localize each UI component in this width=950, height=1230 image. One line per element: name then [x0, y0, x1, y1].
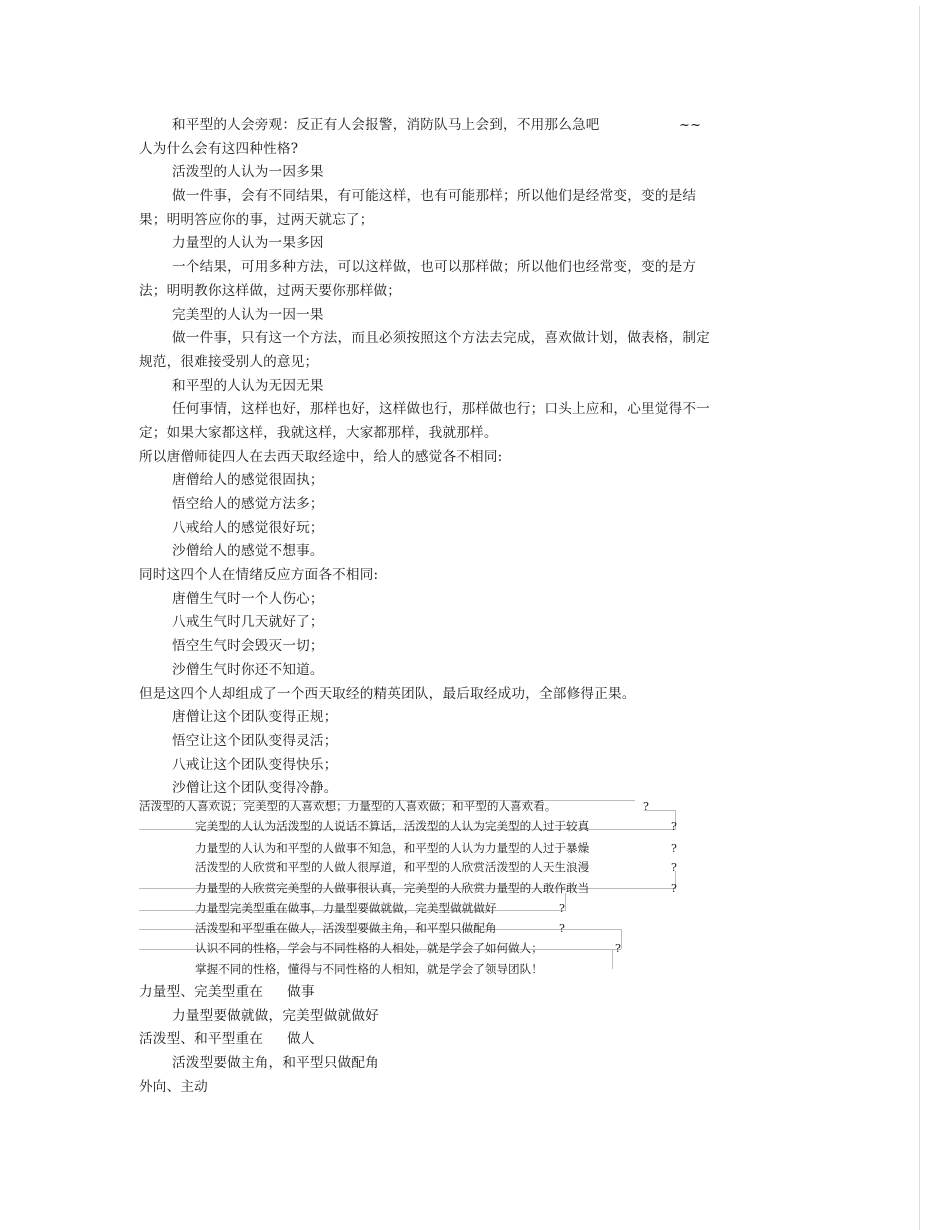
text-line-content: 沙僧给人的感觉不想事。: [172, 543, 324, 560]
text-line-emphasis: 做人: [287, 1031, 315, 1048]
text-line-content: 力量型、完美型重在: [139, 983, 264, 1000]
question-mark: ?: [559, 901, 565, 915]
text-line-content: 但是这四个人却组成了一个西天取经的精英团队，最后取经成功，全部修得正果。: [139, 685, 636, 702]
page-edge-divider: [919, 6, 920, 1230]
text-line-content: 沙僧让这个团队变得冷静。: [172, 780, 338, 797]
text-line: [139, 161, 749, 185]
text-line-content: 唐僧让这个团队变得正规；: [172, 709, 338, 726]
question-mark: ?: [671, 819, 677, 833]
text-line: [139, 981, 749, 1005]
text-line: [139, 327, 749, 351]
text-line-content: 八戒生气时几天就好了；: [172, 614, 324, 631]
text-line-content: 八戒让这个团队变得快乐；: [172, 756, 338, 773]
comparison-line: 完美型的人认为活泼型的人说话不算话，活泼型的人认为完美型的人过于较真: [195, 818, 590, 833]
text-line: [139, 469, 749, 493]
text-line: [139, 232, 749, 256]
comparison-block: [139, 798, 749, 981]
text-line: [139, 611, 749, 635]
question-mark: ?: [671, 860, 677, 874]
document-body: [139, 114, 749, 1099]
rule-line: [612, 949, 613, 969]
text-line: [139, 280, 749, 304]
text-line-content: 和平型的人认为无因无果: [172, 377, 324, 394]
question-mark: ?: [643, 799, 649, 813]
comparison-line: 活泼型和平型重在做人，活泼型要做主角，和平型只做配角: [195, 920, 497, 935]
text-line: [139, 540, 749, 564]
text-line-emphasis: 做事: [287, 983, 315, 1000]
text-line: [139, 517, 749, 541]
text-line-content: 力量型的人认为一果多因: [172, 235, 324, 252]
text-line: [139, 588, 749, 612]
comparison-line: 认识不同的性格，学会与不同性格的人相处，就是学会了如何做人；: [195, 940, 543, 955]
tilde-mark: ~~: [679, 118, 702, 133]
text-line-content: 任何事情，这样也好，那样也好，这样做也行，那样做也行；口头上应和，心里觉得不一: [172, 401, 710, 418]
comparison-line: 力量型完美型重在做事，力量型要做就做，完美型做就做好: [195, 900, 497, 915]
text-line-content: 力量型要做就做，完美型做就做好: [172, 1007, 379, 1024]
text-line: [139, 493, 749, 517]
text-line-content: 活泼型的人认为一因多果: [172, 164, 324, 181]
text-line-content: 悟空生气时会毁灭一切；: [172, 638, 324, 655]
text-line: [139, 1005, 749, 1029]
text-line-content: 唐僧生气时一个人伤心；: [172, 590, 324, 607]
text-line: [139, 564, 749, 588]
text-line: [139, 730, 749, 754]
text-line: [139, 754, 749, 778]
comparison-line: 掌握不同的性格，懂得与不同性格的人相知，就是学会了领导团队！: [195, 961, 543, 976]
text-line-content: 一个结果，可用多种方法，可以这样做，也可以那样做；所以他们也经常变，变的是方: [172, 259, 697, 276]
question-mark: ?: [615, 941, 621, 955]
text-line: [139, 446, 749, 470]
text-line: [139, 1028, 749, 1052]
text-line-content: 和平型的人会旁观：反正有人会报警，消防队马上会到，不用那么急吧: [172, 117, 600, 133]
rule-line: [621, 929, 622, 949]
question-mark: ?: [671, 881, 677, 895]
text-line-content: 同时这四个人在情绪反应方面各不相同:: [139, 567, 379, 584]
text-line-content: 所以唐僧师徒四人在去西天取经途中，给人的感觉各不相同:: [139, 448, 503, 465]
comparison-line: 活泼型的人喜欢说；完美型的人喜欢想；力量型的人喜欢做；和平型的人喜欢看。: [139, 798, 557, 813]
question-mark: ?: [671, 841, 677, 855]
text-line-content: 活泼型要做主角，和平型只做配角: [172, 1055, 379, 1071]
text-line: [139, 683, 749, 707]
rule-line: [565, 929, 621, 930]
comparison-line: 力量型的人欣赏完美型的人做事很认真，完美型的人欣赏力量型的人敢作敢当: [195, 880, 590, 895]
text-line-content: 外向、主动: [139, 1078, 208, 1095]
question-mark: ?: [559, 921, 565, 935]
text-line: [139, 398, 749, 422]
text-line: [139, 114, 749, 138]
text-line: [139, 1052, 749, 1076]
text-line: [139, 138, 749, 162]
comparison-line: 活泼型的人欣赏和平型的人做人很厚道，和平型的人欣赏活泼型的人天生浪漫: [195, 859, 590, 874]
comparison-line: 力量型的人认为和平型的人做事不知急，和平型的人认为力量型的人过于暴燥: [195, 840, 590, 855]
text-line-content: 法；明明教你这样做，过两天要你那样做；: [139, 282, 402, 299]
text-line: [139, 185, 749, 209]
text-line: [139, 209, 749, 233]
text-line-content: 活泼型、和平型重在: [139, 1031, 264, 1048]
text-line: [139, 777, 749, 801]
text-line-content: 八戒给人的感觉很好玩；: [172, 519, 324, 536]
text-line-content: 唐僧给人的感觉很固执；: [172, 472, 324, 489]
text-line: [139, 256, 749, 280]
text-line-content: 悟空让这个团队变得灵活；: [172, 732, 338, 749]
text-line-content: 做一件事，会有不同结果，有可能这样，也有可能那样；所以他们是经常变，变的是结: [172, 188, 697, 205]
text-line-content: 完美型的人认为一因一果: [172, 306, 324, 323]
tail-paragraphs: [139, 981, 749, 1099]
text-line: [139, 304, 749, 328]
text-line: [139, 351, 749, 375]
text-line-content: 规范，很难接受别人的意见；: [139, 353, 319, 370]
text-line: [139, 422, 749, 446]
main-paragraphs: [139, 114, 749, 801]
text-line: [139, 635, 749, 659]
text-line-content: 定；如果大家都这样，我就这样，大家都那样，我就那样。: [139, 424, 498, 441]
text-line-content: 果；明明答应你的事，过两天就忘了；: [139, 211, 374, 228]
text-line-content: 悟空给人的感觉方法多；: [172, 496, 324, 512]
text-line: [139, 375, 749, 399]
text-line-content: 沙僧生气时你还不知道。: [172, 661, 324, 678]
text-line: [139, 1076, 749, 1100]
text-line-content: 做一件事，只有这一个方法，而且必须按照这个方法去完成，喜欢做计划，做表格，制定: [172, 330, 710, 347]
text-line: [139, 659, 749, 683]
text-line: [139, 706, 749, 730]
text-line-content: 人为什么会有这四种性格?: [139, 140, 299, 157]
